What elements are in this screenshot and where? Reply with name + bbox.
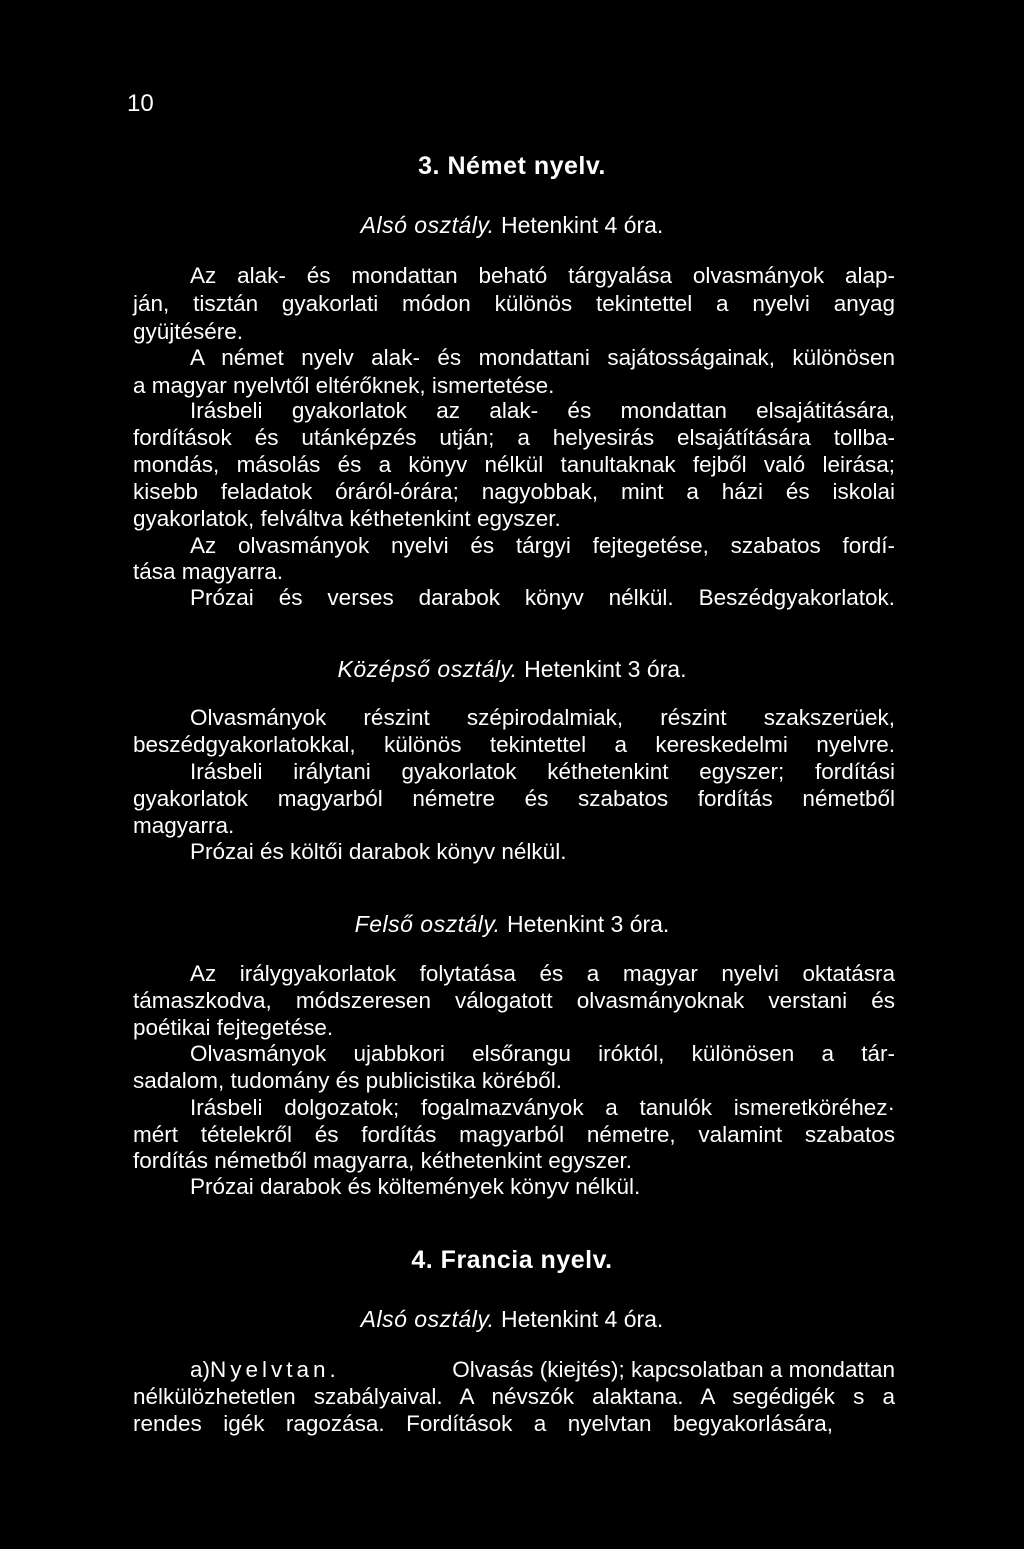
text-line: Az olvasmányok nyelvi és tárgyi fejtegetése, szabatos fordí- bbox=[190, 533, 895, 558]
text-line: kisebb feladatok óráról-órára; nagyobbak, mint a házi és iskolai bbox=[133, 479, 895, 504]
text-line: magyarra. bbox=[133, 813, 235, 838]
class-name: Alsó osztály. bbox=[360, 1306, 495, 1332]
spaced-term: Nyelvtan. bbox=[210, 1357, 340, 1382]
text-line: Az alak- és mondattan beható tárgyalása olvasmányok alap- bbox=[190, 263, 895, 288]
text-run: Olvasás (kiejtés); kapcsolatban a mondattan bbox=[452, 1357, 895, 1382]
class-name: Alsó osztály. bbox=[360, 212, 495, 238]
text-line: fordítások és utánképzés utján; a helyesirás elsajátítására tollba- bbox=[133, 425, 895, 450]
text-line: gyüjtésére. bbox=[133, 319, 244, 344]
text-line: Prózai és költői darabok könyv nélkül. bbox=[190, 839, 567, 864]
text-line: gyakorlatok, felváltva kéthetenkint egyszer. bbox=[133, 506, 561, 531]
text-line: támaszkodva, módszeresen válogatott olvasmányoknak verstani és bbox=[133, 988, 895, 1013]
text-line: fordítás németből magyarra, kéthetenkint egyszer. bbox=[133, 1148, 633, 1173]
text-line: rendes igék ragozása. Fordítások a nyelvtan begyakorlására, bbox=[133, 1411, 833, 1436]
text-line: A német nyelv alak- és mondattani sajátosságainak, különösen bbox=[190, 345, 895, 370]
class-hours: Hetenkint 4 óra. bbox=[500, 1306, 664, 1332]
text-line: Az irálygyakorlatok folytatása és a magyar nyelvi oktatásra bbox=[190, 961, 895, 986]
text-line: Irásbeli irálytani gyakorlatok kéthetenkint egyszer; fordítási bbox=[190, 759, 895, 784]
class-hours: Hetenkint 4 óra. bbox=[500, 212, 664, 238]
class-name: Középső osztály. bbox=[337, 656, 518, 682]
class-heading-lower-french bbox=[0, 1306, 1024, 1333]
text-line: gyakorlatok magyarból németre és szabatos fordítás németből bbox=[133, 786, 895, 811]
class-hours: Hetenkint 3 óra. bbox=[524, 656, 687, 682]
text-line: Olvasmányok ujabbkori elsőrangu iróktól, különösen a tár- bbox=[190, 1041, 895, 1066]
class-name: Felső osztály. bbox=[354, 911, 501, 937]
page-number: 10 bbox=[127, 90, 154, 117]
class-heading-middle bbox=[0, 656, 1024, 683]
text-line: Prózai és verses darabok könyv nélkül. Beszédgyakorlatok. bbox=[190, 585, 895, 610]
section-heading-french: 4. Francia nyelv. bbox=[411, 1246, 613, 1274]
text-line: Prózai darabok és költemények könyv nélkül. bbox=[190, 1174, 641, 1199]
text-line: beszédgyakorlatokkal, különös tekintettel a kereskedelmi nyelvre. bbox=[133, 732, 895, 757]
class-hours: Hetenkint 3 óra. bbox=[506, 911, 670, 937]
text-line: a magyar nyelvtől eltérőknek, ismertetése. bbox=[133, 373, 555, 398]
text-line: Irásbeli gyakorlatok az alak- és mondattan elsajátitására, bbox=[190, 398, 895, 423]
text-line: nélkülözhetetlen szabályaival. A névszók alaktana. A segédigék s a bbox=[133, 1384, 895, 1409]
text-line: poétikai fejtegetése. bbox=[133, 1015, 334, 1040]
text-line: Irásbeli dolgozatok; fogalmazványok a tanulók ismeretköréhez· bbox=[190, 1095, 895, 1120]
text-line: mért tételekről és fordítás magyarból németre, valamint szabatos bbox=[133, 1122, 895, 1147]
text-line: ján, tisztán gyakorlati módon különös tekintettel a nyelvi anyag bbox=[133, 291, 895, 316]
text-line: sadalom, tudomány és publicistika köréből. bbox=[133, 1068, 562, 1093]
text-line bbox=[190, 1356, 895, 1384]
class-heading-upper bbox=[0, 911, 1024, 938]
class-heading-lower bbox=[0, 212, 1024, 239]
text-line: tása magyarra. bbox=[133, 559, 284, 584]
list-marker: a) bbox=[190, 1357, 211, 1382]
text-line: Olvasmányok részint szépirodalmiak, részint szakszerüek, bbox=[190, 705, 895, 730]
text-line: mondás, másolás és a könyv nélkül tanultaknak fejből való leirása; bbox=[133, 452, 895, 477]
section-heading-german: 3. Német nyelv. bbox=[418, 152, 606, 180]
